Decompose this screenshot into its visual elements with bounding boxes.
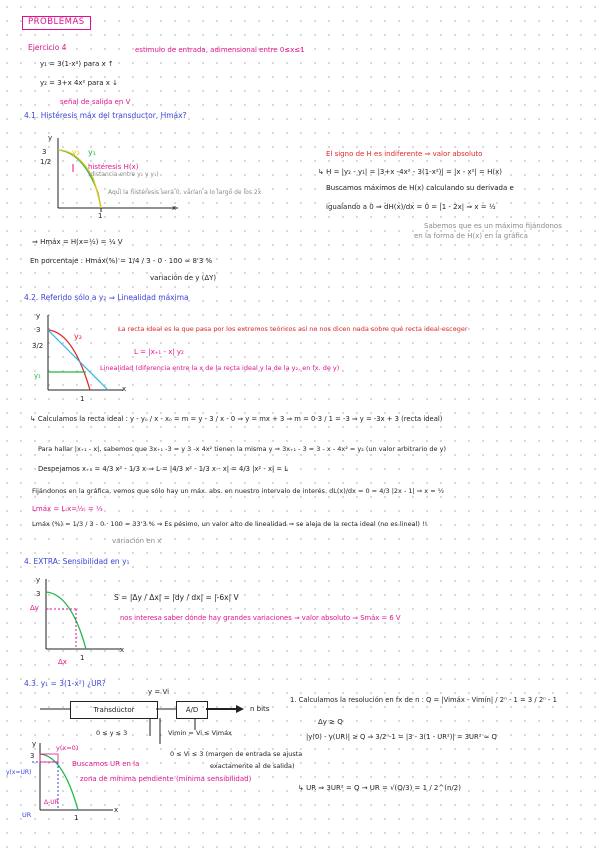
graph43-dur-label: Δ-UR bbox=[44, 799, 59, 806]
graph43-one-label: 1 bbox=[74, 814, 79, 822]
section-extra-heading: 4. EXTRA: Sensibilidad en y₁ bbox=[24, 557, 130, 566]
graph-extra-dx-label: Δx bbox=[58, 658, 67, 666]
graph41-zero-note: Aquí la histéresis será 0, varían a lo largo de los 2x bbox=[108, 189, 262, 196]
hyst-line3: igualando a 0 ⇒ dH(x)/dx = 0 = |1 - 2x| ⇒ x = ½ bbox=[326, 203, 496, 211]
transducer-block: Transductor bbox=[70, 701, 158, 719]
graph41-y1-label: y₁ bbox=[88, 148, 96, 157]
graph42-x-label: x bbox=[122, 385, 127, 393]
hmax-percent: En porcentaje : Hmáx(%) = 1/4 / 3 - 0 · 100 ≈ 8'3 % bbox=[30, 257, 213, 265]
graph42-y2-label: y₂ bbox=[74, 332, 82, 341]
diagram-vi: y = Vi bbox=[148, 688, 170, 696]
sign-note: El signo de H es indiferente ⇒ valor absoluto bbox=[326, 150, 483, 158]
formula-L: L = |x₊₁ - x| y₂ bbox=[134, 348, 184, 356]
graph-extra-top-label: 3 bbox=[36, 590, 41, 598]
sensitivity-graph bbox=[26, 574, 126, 664]
resolution-step3: |y(0) - y(UR)| ≥ Q ⇒ 3/2ⁿ-1 = |3 - 3(1 - UR²)| = 3UR² ≈ Q bbox=[306, 733, 497, 741]
graph42-y1-label: y₁ bbox=[34, 372, 41, 380]
diagram-range2: Vimin = Vi ≤ Vimáx bbox=[168, 729, 232, 737]
graph42-mid-label: 3/2 bbox=[32, 342, 44, 350]
ideal-line-note: La recta ideal es la que pasa por los extremos teóricos así no nos dicen nada sobre qué recta ideal escoger bbox=[118, 325, 468, 333]
graph41-x-label: x bbox=[172, 204, 177, 212]
graph42-top-label: 3 bbox=[36, 326, 41, 334]
lmax-percent: Lmáx (%) = 1/3 / 3 - 0 · 100 = 33'3 % ⇒ Es pésimo, un valor alto de linealidad ⇒ se aleja de la recta ideal (no es lineal) !! bbox=[32, 520, 428, 528]
diagram-bits: n bits bbox=[250, 705, 270, 713]
linearity-graph bbox=[28, 310, 128, 405]
graph42-y-label: y bbox=[36, 312, 41, 320]
hyst-line1: ↳ H = |y₂ - y₁| = |3+x -4x² - 3(1-x²)| = |x - x²| = H(x) bbox=[318, 168, 503, 176]
equation-y2: y₂ = 3+x 4x² para x ↓ bbox=[40, 79, 118, 87]
section-41-heading: 4.1. Histéresis máx del transductor, Hmáx? bbox=[24, 111, 187, 120]
graph43-top-label: 3 bbox=[30, 752, 35, 760]
graph43-x-label: x bbox=[114, 806, 119, 814]
graph42-one-label: 1 bbox=[80, 395, 85, 403]
graph43-yur-label: y(x=UR) bbox=[6, 769, 32, 776]
ideal-line-calc: ↳ Calculamos la recta ideal : y - y₀ / x - x₀ = m = y - 3 / x - 0 ⇒ y = mx + 3 ⇒ m = 0-3 / 1 = -3 ⇒ y = -3x + 3 (recta ideal) bbox=[30, 415, 443, 423]
section-43-heading: 4.3. y₁ = 3(1-x²) ¿UR? bbox=[24, 679, 106, 688]
ad-block: A/D bbox=[176, 701, 208, 719]
graph41-y2-label: y₂ bbox=[72, 148, 80, 157]
graph41-one-label: 1 bbox=[98, 212, 103, 220]
graph-extra-y-label: y bbox=[36, 576, 41, 584]
linearity-line-b: Despejamos x₊₁ = 4/3 x² - 1/3 x ⇒ L = |4/3 x² - 1/3 x - x| = 4/3 |x² - x| = L bbox=[38, 465, 289, 473]
sensitivity-formula: S = |Δy / Δx| = |dy / dx| = |-6x| V bbox=[114, 593, 239, 602]
graph41-half-label: 1/2 bbox=[40, 158, 52, 166]
equation-y1: y₁ = 3(1-x²) para x ↑ bbox=[40, 60, 114, 68]
search-note: Buscamos UR en la bbox=[72, 760, 140, 768]
graph-extra-one-label: 1 bbox=[80, 654, 85, 662]
graph41-hyst-label: histéresis H(x) bbox=[88, 163, 139, 171]
page-title: PROBLEMAS bbox=[22, 16, 91, 30]
graph41-y-label: y bbox=[48, 134, 53, 142]
max-note: Sabemos que es un máximo fijándonos bbox=[424, 222, 562, 230]
diagram-range4: exactamente al de salida) bbox=[210, 762, 295, 770]
hmax-line: ⇒ Hmáx = H(x=½) = ¼ V bbox=[32, 238, 123, 246]
hmax-percent-note: variación de y (ΔY) bbox=[150, 274, 217, 282]
resolution-step2: Δy ≥ Q bbox=[318, 718, 343, 726]
diagram-range3: 0 ≤ Vi ≤ 3 (margen de entrada se ajusta bbox=[170, 750, 303, 758]
linearity-line-c: Fijándonos en la gráfica, vemos que sólo hay un máx. abs. en nuestro intervalo de interés. dL(x)/dx = 0 = 4/3 |2x - 1| ⇒ x = ½ bbox=[32, 487, 445, 495]
zone-note: zona de mínima pendiente (mínima sensibilidad) bbox=[80, 775, 252, 783]
lmax-percent-note: variación en x bbox=[112, 537, 162, 545]
diagram-range1: 0 ≤ y ≤ 3 bbox=[96, 729, 128, 737]
input-note: estimulo de entrada, adimensional entre 0≤x≤1 bbox=[135, 46, 305, 54]
max-note-2: en la forma de H(x) en la gráfica bbox=[414, 232, 528, 240]
graph41-top-label: 3 bbox=[42, 148, 47, 156]
graph-extra-dy-label: Δy bbox=[30, 604, 39, 612]
section-42-heading: 4.2. Referido sólo a y₂ ⇒ Linealidad máxima bbox=[24, 293, 189, 302]
output-note: señal de salida en V bbox=[60, 98, 131, 106]
lmax-line: Lmáx = L₍x=½₎ = ⅓ bbox=[32, 505, 103, 513]
graph43-y0-label: y(x=0) bbox=[56, 744, 79, 752]
linearity-line-a: Para hallar |x₊₁ - x|, sabemos que 3x₊₁ -3 = y 3 -x 4x² tienen la misma y ⇒ 3x₊₁ - 3 = 3 - x - 4x² = y₂ (un valor arbitrario de y) bbox=[38, 445, 446, 453]
graph43-ur-label: UR bbox=[22, 811, 32, 819]
graph41-dist-label: (distancia entre y₂ y y₁) bbox=[88, 171, 159, 178]
linearity-note: Linealidad (diferencia entre la x de la recta ideal y la de la y₂, en fx. de y) bbox=[100, 364, 340, 372]
resolution-step1: 1. Calculamos la resolución en fx de n : Q = |Vimáx - Vimín| / 2ⁿ - 1 = 3 / 2ⁿ - 1 bbox=[290, 696, 557, 704]
hyst-line2: Buscamos máximos de H(x) calculando su derivada e bbox=[326, 184, 514, 192]
resolution-step4: ↳ UR ⇒ 3UR² = Q → UR = √(Q/3) = 1 / 2^(n/2) bbox=[298, 784, 461, 792]
exercise-label: Ejercicio 4 bbox=[28, 43, 67, 52]
graph-extra-x-label: x bbox=[120, 646, 125, 654]
sensitivity-note: nos interesa saber dónde hay grandes variaciones ⇒ valor absoluto ⇒ Smáx = 6 V bbox=[120, 614, 401, 622]
graph43-y-label: y bbox=[32, 740, 37, 748]
